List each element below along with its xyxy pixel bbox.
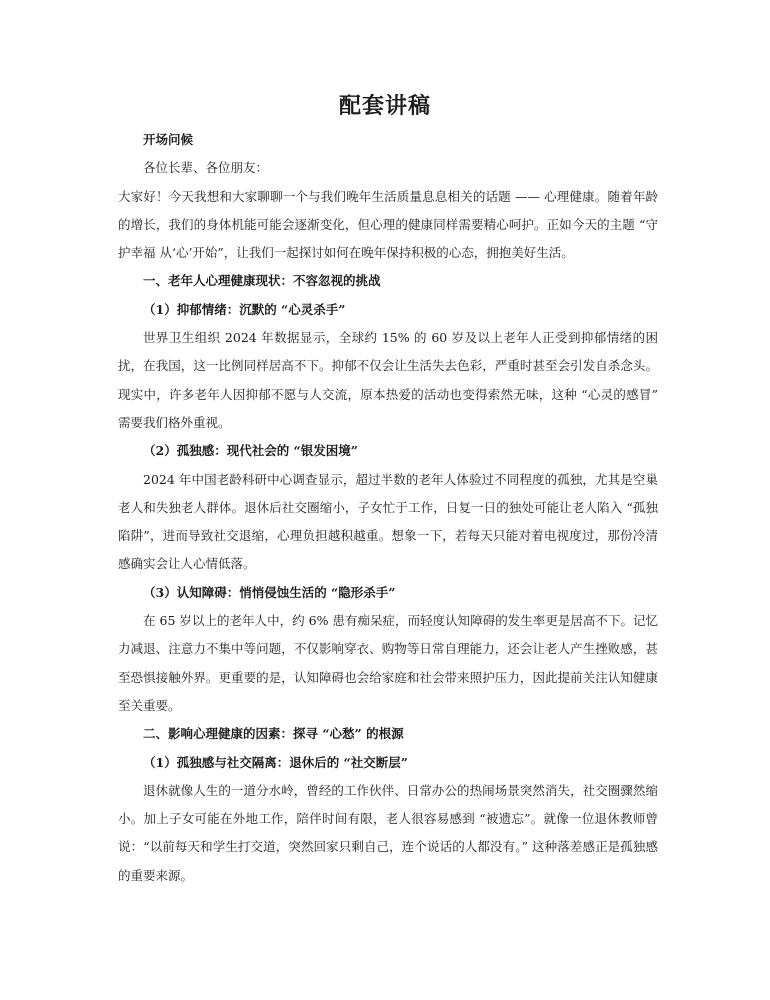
subheading-1-1: （1）抑郁情绪：沉默的 “心灵杀手” [143,301,346,317]
section-heading-1: 一、老年人心理健康现状：不容忽视的挑战 [143,273,381,289]
paragraph-cognitive: 在 65 岁以上的老年人中，约 6% 患有痴呆症，而轻度认知障碍的发生率更是居高不下。记忆力减退、注意力不集中等问题，不仅影响穿衣、购物等日常自理能力，还会让老人产生挫败感，甚至恐惧接触外界。更重要的是，认知障碍也会给家庭和社会带来照护压力，因此提前关注认知健康至关重要。 [118,613,658,713]
document-body [118,126,658,890]
paragraph-social-isolation: 退休就像人生的一道分水岭，曾经的工作伙伴、日常办公的热闹场景突然消失，社交圈骤然缩小。加上子女可能在外地工作，陪伴时间有限，老人很容易感到 “被遗忘”。就像一位退休教师曾说：“以前每天和学生打交道，突然回家只剩自己，连个说话的人都没有。” 这种落差感正是孤独感的重要来源。 [118,782,658,883]
section-heading-2: 二、影响心理健康的因素：探寻 “心愁” 的根源 [143,726,404,742]
subheading-1-3: （3）认知障碍：悄悄侵蚀生活的 “隐形杀手” [143,584,396,600]
subheading-1-2: （2）孤独感：现代社会的 “银发困境” [143,443,358,459]
section-heading-opening: 开场问候 [143,132,194,147]
paragraph-depression: 世界卫生组织 2024 年数据显示，全球约 15% 的 60 岁及以上老年人正受到抑郁情绪的困扰，在我国，这一比例同样居高不下。抑郁不仅会让生活失去色彩，严重时甚至会引发自杀念头。现实中，许多老年人因抑郁不愿与人交流，原本热爱的活动也变得索然无味，这种 “心灵的感冒” 需要我们格外重视。 [118,330,658,430]
paragraph-loneliness: 2024 年中国老龄科研中心调查显示，超过半数的老年人体验过不同程度的孤独，尤其是空巢老人和失独老人群体。退休后社交圈缩小，子女忙于工作，日复一日的独处可能让老人陷入 “孤独陷阱”，进而导致社交退缩，心理负担越积越重。想象一下，若每天只能对着电视度过，那份冷清感确实会让人心情低落。 [118,471,658,572]
document-title: 配套讲稿 [338,93,431,119]
intro-paragraph: 大家好！今天我想和大家聊聊一个与我们晚年生活质量息息相关的话题 —— 心理健康。随着年龄的增长，我们的身体机能可能会逐渐变化，但心理的健康同样需要精心呵护。正如今天的主题 “守护幸福 从‘心’开始”，让我们一起探讨如何在晚年保持积极的心态，拥抱美好生活。 [118,188,658,261]
subheading-2-1: （1）孤独感与社交隔离：退休后的 “社交断层” [143,754,408,770]
greeting-paragraph: 各位长辈、各位朋友： [143,160,269,176]
